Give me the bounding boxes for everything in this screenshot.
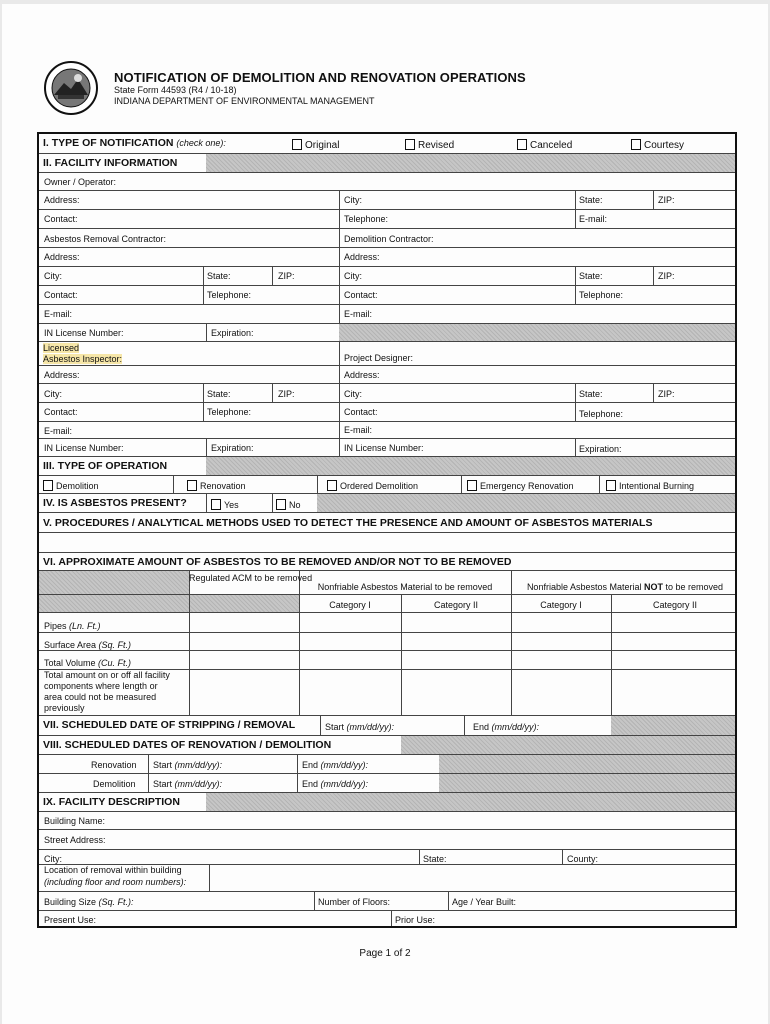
notification-form bbox=[37, 132, 737, 928]
section-asbestos-amount bbox=[39, 553, 735, 571]
owner-telephone-field[interactable]: Telephone: bbox=[344, 214, 389, 224]
designer-state-field[interactable]: State: bbox=[579, 389, 603, 399]
demolition-contractor-field[interactable]: Demolition Contractor: bbox=[344, 234, 434, 244]
designer-address-field[interactable]: Address: bbox=[344, 370, 380, 380]
designer-expiration-field[interactable]: Expiration: bbox=[579, 444, 622, 454]
section6-title: VI. APPROXIMATE AMOUNT OF ASBESTOS TO BE REMOVED AND/OR NOT TO BE REMOVED bbox=[43, 556, 512, 568]
demo-state-field[interactable]: State: bbox=[579, 271, 603, 281]
category-2-header-b: Category II bbox=[652, 600, 698, 610]
category-2-header: Category II bbox=[433, 600, 479, 610]
contractor-license-field[interactable]: IN License Number: bbox=[44, 328, 124, 338]
designer-zip-field[interactable]: ZIP: bbox=[658, 389, 675, 399]
inspector-email-field[interactable]: E-mail: bbox=[44, 426, 73, 436]
county-field[interactable]: County: bbox=[567, 854, 599, 864]
yes-checkbox[interactable]: Yes bbox=[211, 499, 239, 511]
total-amount-label-3: area could not be measured bbox=[44, 692, 157, 702]
section-renovation-dates bbox=[39, 736, 735, 755]
state-seal-icon bbox=[44, 61, 98, 115]
section-asbestos-present bbox=[39, 494, 735, 513]
contractor-telephone-field[interactable]: Telephone: bbox=[207, 290, 252, 300]
section2-title: II. FACILITY INFORMATION bbox=[43, 157, 178, 169]
removal-contractor-field[interactable]: Asbestos Removal Contractor: bbox=[44, 234, 167, 244]
contractor-city-field[interactable]: City: bbox=[44, 271, 62, 281]
stripping-start-field[interactable]: Start (mm/dd/yy): bbox=[325, 722, 395, 732]
renovation-row-label: Renovation bbox=[91, 760, 137, 770]
section9-title: IX. FACILITY DESCRIPTION bbox=[43, 796, 180, 808]
owner-email-field[interactable]: E-mail: bbox=[579, 214, 608, 224]
building-size-field[interactable]: Building Size (Sq. Ft.): bbox=[44, 897, 134, 907]
section-facility-information bbox=[39, 154, 735, 173]
inspector-expiration-field[interactable]: Expiration: bbox=[211, 443, 254, 453]
demo-telephone-field[interactable]: Telephone: bbox=[579, 290, 624, 300]
courtesy-checkbox[interactable]: Courtesy bbox=[631, 139, 684, 151]
section-stripping-date bbox=[39, 716, 735, 736]
inspector-address-field[interactable]: Address: bbox=[44, 370, 80, 380]
inspector-state-field[interactable]: State: bbox=[207, 389, 231, 399]
present-use-field[interactable]: Present Use: bbox=[44, 915, 97, 925]
total-amount-label-4: previously bbox=[44, 703, 85, 713]
page-number: Page 1 of 2 bbox=[359, 948, 411, 959]
owner-city-field[interactable]: City: bbox=[344, 195, 362, 205]
contractor-state-field[interactable]: State: bbox=[207, 271, 231, 281]
contractor-address-field[interactable]: Address: bbox=[44, 252, 80, 262]
ordered-demolition-checkbox[interactable]: Ordered Demolition bbox=[327, 480, 418, 492]
pipes-row-label: Pipes (Ln. Ft.) bbox=[44, 621, 101, 631]
form-title: NOTIFICATION OF DEMOLITION AND RENOVATION OPERATIONS bbox=[114, 70, 526, 85]
inspector-contact-field[interactable]: Contact: bbox=[44, 407, 78, 417]
inspector-zip-field[interactable]: ZIP: bbox=[278, 389, 295, 399]
asbestos-inspector-field[interactable]: Asbestos Inspector: bbox=[43, 354, 123, 364]
designer-contact-field[interactable]: Contact: bbox=[344, 407, 378, 417]
location-of-removal-label: Location of removal within building bbox=[44, 865, 182, 875]
surface-area-row-label: Surface Area (Sq. Ft.) bbox=[44, 640, 132, 650]
designer-telephone-field[interactable]: Telephone: bbox=[579, 409, 624, 419]
emergency-renovation-checkbox[interactable]: Emergency Renovation bbox=[467, 480, 574, 492]
demo-contact-field[interactable]: Contact: bbox=[344, 290, 378, 300]
contractor-email-field[interactable]: E-mail: bbox=[44, 309, 73, 319]
age-year-built-field[interactable]: Age / Year Built: bbox=[452, 897, 517, 907]
section7-title: VII. SCHEDULED DATE OF STRIPPING / REMOVAL bbox=[43, 719, 296, 731]
category-1-header: Category I bbox=[329, 600, 371, 610]
designer-city-field[interactable]: City: bbox=[344, 389, 362, 399]
renovation-start-field[interactable]: Start (mm/dd/yy): bbox=[153, 760, 223, 770]
demolition-row-label: Demolition bbox=[93, 779, 136, 789]
agency-name: INDIANA DEPARTMENT OF ENVIRONMENTAL MANAGEMENT bbox=[114, 96, 375, 106]
designer-license-field[interactable]: IN License Number: bbox=[344, 443, 424, 453]
location-of-removal-hint: (including floor and room numbers): bbox=[44, 877, 187, 887]
revised-checkbox[interactable]: Revised bbox=[405, 139, 454, 151]
section8-title: VIII. SCHEDULED DATES OF RENOVATION / DEMOLITION bbox=[43, 739, 332, 751]
original-checkbox[interactable]: Original bbox=[292, 139, 339, 151]
contractor-contact-field[interactable]: Contact: bbox=[44, 290, 78, 300]
section5-title: V. PROCEDURES / ANALYTICAL METHODS USED TO DETECT THE PRESENCE AND AMOUNT OF ASBESTOS MATERIALS bbox=[43, 517, 653, 529]
section1-title: I. TYPE OF NOTIFICATION bbox=[43, 137, 174, 149]
demo-email-field[interactable]: E-mail: bbox=[344, 309, 373, 319]
renovation-checkbox[interactable]: Renovation bbox=[187, 480, 246, 492]
demo-zip-field[interactable]: ZIP: bbox=[658, 271, 675, 281]
licensed-label: Licensed bbox=[43, 343, 80, 353]
form-page bbox=[2, 4, 768, 1024]
total-amount-label-2: components where length or bbox=[44, 681, 158, 691]
designer-email-field[interactable]: E-mail: bbox=[344, 425, 373, 435]
owner-contact-field[interactable]: Contact: bbox=[44, 214, 78, 224]
stripping-end-field[interactable]: End (mm/dd/yy): bbox=[473, 722, 540, 732]
form-number: State Form 44593 (R4 / 10-18) bbox=[114, 85, 237, 95]
demolition-checkbox[interactable]: Demolition bbox=[43, 480, 99, 492]
nonfriable-not-removed-header: Nonfriable Asbestos Material NOT to be removed bbox=[526, 582, 724, 592]
procedures-field[interactable] bbox=[39, 533, 735, 553]
demo-city-field[interactable]: City: bbox=[344, 271, 362, 281]
section-procedures bbox=[39, 513, 735, 533]
contractor-expiration-field[interactable]: Expiration: bbox=[211, 328, 254, 338]
owner-state-field[interactable]: State: bbox=[579, 195, 603, 205]
demo-contractor-address-field[interactable]: Address: bbox=[344, 252, 380, 262]
total-amount-label-1: Total amount on or off all facility bbox=[44, 670, 170, 680]
renovation-end-field[interactable]: End (mm/dd/yy): bbox=[302, 760, 369, 770]
demolition-start-field[interactable]: Start (mm/dd/yy): bbox=[153, 779, 223, 789]
section4-title: IV. IS ASBESTOS PRESENT? bbox=[43, 497, 187, 509]
prior-use-field[interactable]: Prior Use: bbox=[395, 915, 436, 925]
canceled-checkbox[interactable]: Canceled bbox=[517, 139, 572, 151]
building-name-field[interactable]: Building Name: bbox=[44, 816, 106, 826]
inspector-telephone-field[interactable]: Telephone: bbox=[207, 407, 252, 417]
contractor-zip-field[interactable]: ZIP: bbox=[278, 271, 295, 281]
facility-city-field[interactable]: City: bbox=[44, 854, 62, 864]
no-checkbox[interactable]: No bbox=[276, 499, 301, 511]
owner-address-field[interactable]: Address: bbox=[44, 195, 80, 205]
category-1-header-b: Category I bbox=[540, 600, 582, 610]
section-facility-description bbox=[39, 793, 735, 812]
facility-state-field[interactable]: State: bbox=[423, 854, 447, 864]
project-designer-field[interactable]: Project Designer: bbox=[344, 353, 414, 363]
total-volume-row-label: Total Volume (Cu. Ft.) bbox=[44, 658, 132, 668]
owner-zip-field[interactable]: ZIP: bbox=[658, 195, 675, 205]
section3-title: III. TYPE OF OPERATION bbox=[43, 460, 168, 472]
intentional-burning-checkbox[interactable]: Intentional Burning bbox=[606, 480, 694, 492]
street-address-field[interactable]: Street Address: bbox=[44, 835, 106, 845]
nonfriable-removed-header: Nonfriable Asbestos Material to be removed bbox=[317, 582, 493, 592]
section-type-of-notification bbox=[39, 134, 735, 154]
inspector-license-field[interactable]: IN License Number: bbox=[44, 443, 124, 453]
demolition-end-field[interactable]: End (mm/dd/yy): bbox=[302, 779, 369, 789]
inspector-city-field[interactable]: City: bbox=[44, 389, 62, 399]
owner-operator-field[interactable]: Owner / Operator: bbox=[44, 177, 117, 187]
regulated-acm-header: Regulated ACM to be removed bbox=[189, 573, 313, 583]
section1-hint: (check one): bbox=[176, 138, 226, 148]
section-type-of-operation bbox=[39, 457, 735, 476]
number-of-floors-field[interactable]: Number of Floors: bbox=[318, 897, 391, 907]
